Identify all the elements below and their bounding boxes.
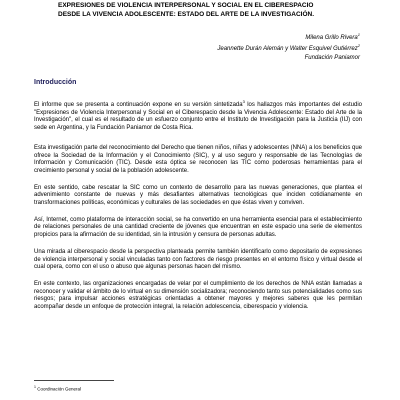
- footnote-mark: 3: [242, 99, 245, 104]
- footnote-1-mark: 1: [34, 385, 36, 389]
- title-line-2: DESDE LA VIVENCIA ADOLESCENTE: ESTADO DEL ARTE DE LA INVESTIGACIÓN.: [58, 10, 315, 18]
- author-affiliation: Fundación Paniamor: [304, 54, 360, 61]
- paragraph: Esta investigación parte del reconocimiento del Derecho que tienen niños, niñas y adolescentes (NNA) a los beneficios que ofrece la Sociedad de la Información y el Conocimiento (SIC), y al uso seguro y responsable de las Tecnologías de Información y Comunicación (TIC). Desde esta óptica se reconocen las TIC como poderosas herramientas para el crecimiento personal y social de la población adolescente.: [34, 144, 362, 174]
- section-heading: Introducción: [34, 79, 77, 86]
- footnote-divider: [34, 380, 114, 381]
- author-line-2: [120, 42, 360, 53]
- footnote-1-text: Coordinación General: [37, 386, 81, 392]
- paragraph: Así, Internet, como plataforma de interacción social, se ha convertido en una herramienta esencial para el establecimiento de relaciones personales de una cantidad creciente de jóvenes que encuentran en este espacio una serie de elementos propicios para la afirmación de su identidad, sin la intrusión y censura de personas adultas.: [34, 216, 362, 239]
- author-line-1: [120, 31, 360, 42]
- author-footnote-mark-1: 1: [357, 32, 360, 37]
- author-block: [120, 31, 360, 62]
- body-text: [34, 98, 362, 321]
- paragraph: [34, 98, 362, 133]
- paragraph-text: El informe que se presenta a continuación expone en su versión sintetizada: [34, 102, 243, 108]
- footnote-1: [34, 384, 81, 393]
- paragraph: En este sentido, cabe rescatar la SIC como un contexto de desarrollo para las nuevas generaciones, que plantea el advenimiento constante de nuevas y más desafiantes alternativas tecnológicas que inciden cotidianamente en transformaciones políticas, económicas y culturales de las sociedades en que éstas viven y conviven.: [34, 184, 362, 207]
- paragraph-text: los hallazgos más importantes del estudio "Expresiones de Violencia Interpersonal y Social en el Ciberespacio desde la Vivencia Adolescente: Estado del Arte de la Investigación", el cual es el resultado de un esfuerzo conjunto entre el Instituto de Investigación para la Justicia (IIJ) con sede en Argentina, y la Fundación Paniamor de Costa Rica.: [34, 102, 362, 132]
- author-name-1: Milena Grillo Rivera: [305, 35, 358, 41]
- footnotes: [34, 384, 81, 393]
- author-footnote-mark-2: 2: [357, 43, 360, 49]
- paragraph: Una mirada al ciberespacio desde la perspectiva planteada permite también identificarlo como depositario de expresiones de violencia interpersonal y social vinculadas tanto con factores de riesgo presentes en el entorno físico y virtual desde el cual opera, como con el uso o abuso que algunas personas hacen del mismo.: [34, 248, 362, 271]
- author-name-2: Jeannette Durán Alemán y Walter Esquivel Gutiérrez: [217, 46, 358, 53]
- title-line-1: EXPRESIONES DE VIOLENCIA INTERPERSONAL Y SOCIAL EN EL CIBERESPACIO: [58, 2, 314, 9]
- document-title: [58, 2, 358, 19]
- paragraph: En este contexto, las organizaciones encargadas de velar por el cumplimiento de los derechos de NNA están llamadas a reconocer y validar el ámbito de lo virtual en su dimensión socializadora; reconociendo tanto sus potencialidades como sus riesgos; para impulsar acciones estratégicas orientadas a obtener mayores y mejores saberes que les permitan acompañar desde un enfoque de protección integral, la relación adolescencia, ciberespacio y violencia.: [34, 280, 362, 311]
